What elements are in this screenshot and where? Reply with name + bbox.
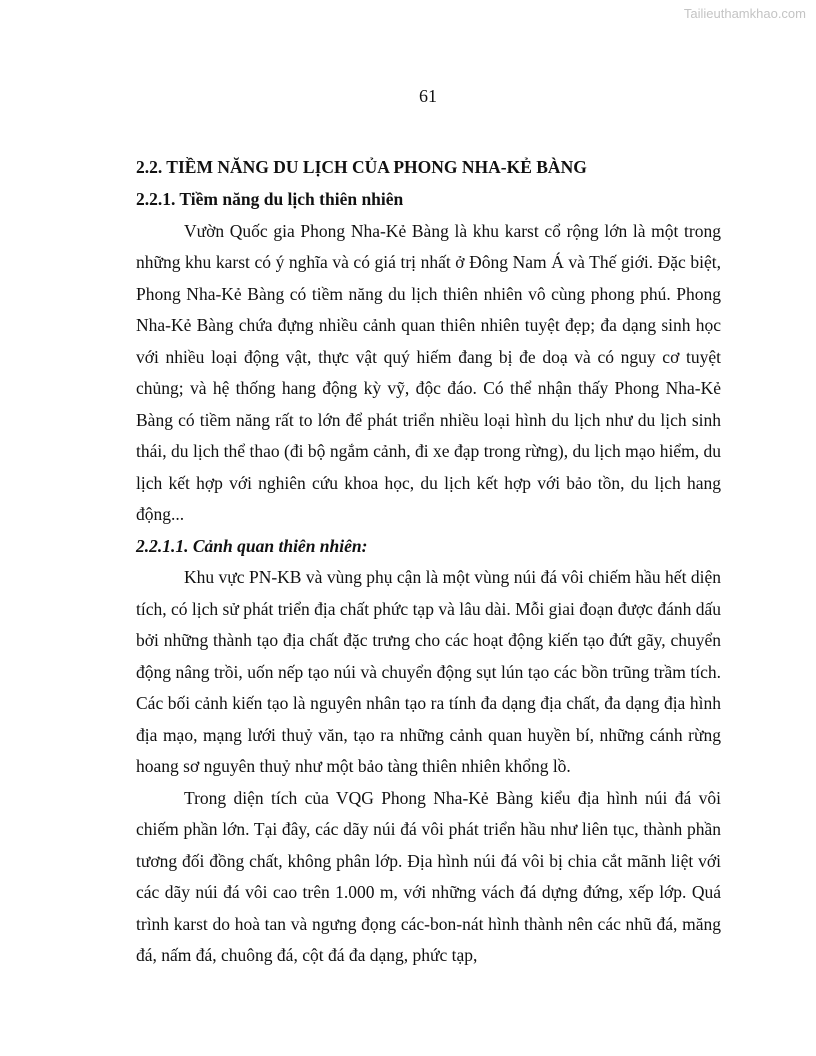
- paragraph-landscape: Khu vực PN-KB và vùng phụ cận là một vùng núi đá vôi chiếm hầu hết diện tích, có lịch sử phát triển địa chất phức tạp và lâu dài. Mỗi giai đoạn được đánh dấu bởi những thành tạo địa chất đặc trưng cho các hoạt động kiến tạo đứt gãy, chuyển động nâng trồi, uốn nếp tạo núi và chuyển động sụt lún tạo các bồn trũng trầm tích. Các bối cảnh kiến tạo là nguyên nhân tạo ra tính đa dạng địa chất, đa dạng địa hình địa mạo, mạng lưới thuỷ văn, tạo ra những cảnh quan huyền bí, những cánh rừng hoang sơ nguyên thuỷ như một bảo tàng thiên nhiên khổng lồ.: [136, 567, 721, 776]
- document-body: [136, 152, 721, 972]
- paragraph-intro: Vườn Quốc gia Phong Nha-Kẻ Bàng là khu karst cổ rộng lớn là một trong những khu karst có ý nghĩa và có giá trị nhất ở Đông Nam Á và Thế giới. Đặc biệt, Phong Nha-Kẻ Bàng có tiềm năng du lịch thiên nhiên vô cùng phong phú. Phong Nha-Kẻ Bàng chứa đựng nhiều cảnh quan thiên nhiên tuyệt đẹp; đa dạng sinh học với nhiều loại động vật, thực vật quý hiếm đang bị đe doạ và có nguy cơ tuyệt chủng; và hệ thống hang động kỳ vỹ, độc đáo. Có thể nhận thấy Phong Nha-Kẻ Bàng có tiềm năng rất to lớn để phát triển nhiều loại hình du lịch như du lịch sinh thái, du lịch thể thao (đi bộ ngắm cảnh, đi xe đạp trong rừng), du lịch mạo hiểm, du lịch kết hợp với nghiên cứu khoa học, du lịch kết hợp với bảo tồn, du lịch hang động...: [136, 220, 721, 524]
- section-heading: 2.2. TIỀM NĂNG DU LỊCH CỦA PHONG NHA-KẺ BÀNG: [136, 157, 587, 177]
- paragraph-terrain: Trong diện tích của VQG Phong Nha-Kẻ Bàng kiểu địa hình núi đá vôi chiếm phần lớn. Tại đây, các dãy núi đá vôi phát triển hầu như liên tục, thành phần tương đối đồng chất, không phân lớp. Địa hình núi đá vôi bị chia cắt mãnh liệt với các dãy núi đá vôi cao trên 1.000 m, với những vách đá dựng đứng, xếp lớp. Quá trình karst do hoà tan và ngưng đọng các-bon-nát hình thành nên các nhũ đá, măng đá, nấm đá, chuông đá, cột đá đa dạng, phức tạp,: [136, 787, 721, 965]
- page-number: 61: [419, 86, 437, 106]
- subsubsection-heading: 2.2.1.1. Cảnh quan thiên nhiên:: [136, 535, 368, 556]
- subsection-heading: 2.2.1. Tiềm năng du lịch thiên nhiên: [136, 188, 404, 209]
- watermark: Tailieuthamkhao.com: [683, 6, 806, 21]
